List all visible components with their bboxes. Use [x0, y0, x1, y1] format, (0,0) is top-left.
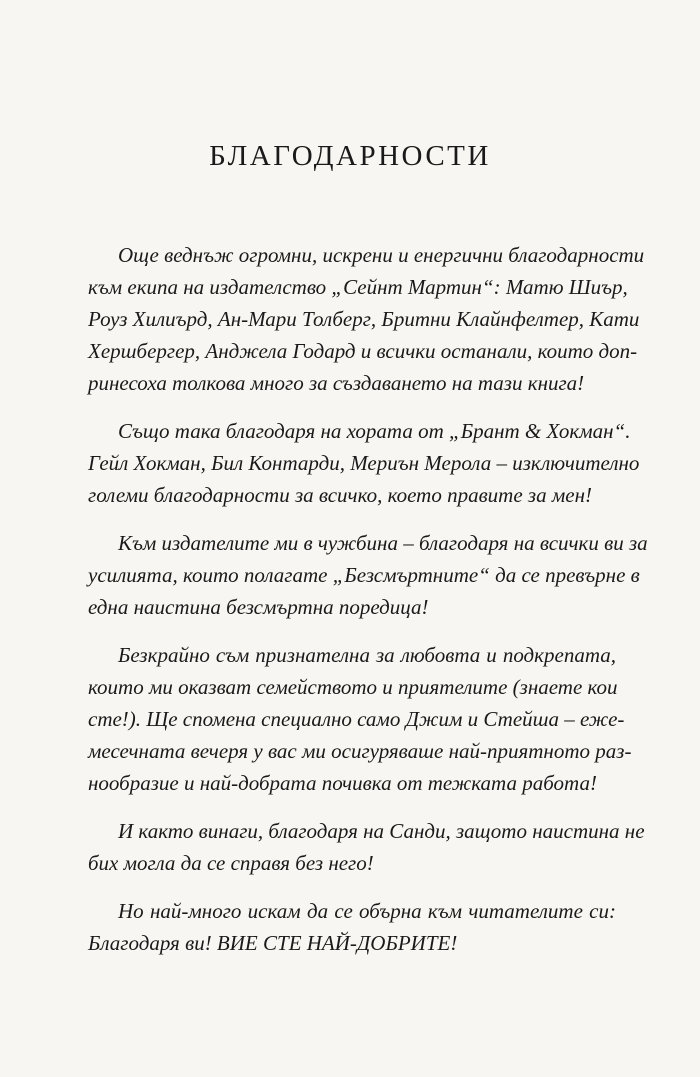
text-line: Но най-много искам да се обърна към читателите си: — [118, 899, 616, 923]
text-line: И както винаги, благодаря на Санди, защото наистина не — [118, 819, 645, 843]
paragraph-1 — [88, 239, 645, 399]
text-line: които ми оказват семейството и приятелите (знаете кои — [88, 675, 618, 699]
text-line: Гейл Хокман, Бил Контарди, Мериън Мерола – изключително — [88, 451, 640, 475]
text-line: бих могла да се справя без него! — [88, 851, 374, 875]
text-line: към екипа на издателство „Сейнт Мартин“: Матю Шиър, — [88, 275, 628, 299]
paragraph-2 — [88, 415, 640, 511]
page-title: БЛАГОДАРНОСТИ — [209, 140, 491, 172]
text-line: Хершбергер, Анджела Годард и всички останали, които доп- — [88, 339, 638, 363]
text-line: месечната вечеря у вас ми осигуряваше най-приятното раз- — [88, 739, 632, 763]
text-line: Благодаря ви! ВИЕ СТЕ НАЙ-ДОБРИТЕ! — [88, 931, 458, 955]
paragraph-6 — [88, 895, 616, 959]
paragraph-3 — [88, 527, 648, 623]
text-line: една наистина безсмъртна поредица! — [88, 595, 429, 619]
acknowledgements-text — [88, 239, 648, 975]
text-line: Безкрайно съм признателна за любовта и подкрепата, — [118, 643, 616, 667]
text-line: нообразие и най-добрата почивка от тежката работа! — [88, 771, 597, 795]
paragraph-4 — [88, 639, 632, 799]
text-line: сте!). Ще спомена специално само Джим и Стейша – еже- — [88, 707, 625, 731]
text-line: усилията, които полагате „Безсмъртните“ да се превърне в — [88, 563, 640, 587]
text-line: големи благодарности за всичко, което правите за мен! — [88, 483, 592, 507]
text-line: Още веднъж огромни, искрени и енергични благодарности — [118, 243, 645, 267]
text-line: ринесоха толкова много за създаването на тази книга! — [88, 371, 585, 395]
text-line: Също така благодаря на хората от „Брант & Хокман“. — [118, 419, 631, 443]
paragraph-5 — [88, 815, 645, 879]
text-line: Роуз Хилиърд, Ан-Мари Толберг, Бритни Клайнфелтер, Кати — [88, 307, 640, 331]
text-line: Към издателите ми в чужбина – благодаря на всички ви за — [118, 531, 648, 555]
